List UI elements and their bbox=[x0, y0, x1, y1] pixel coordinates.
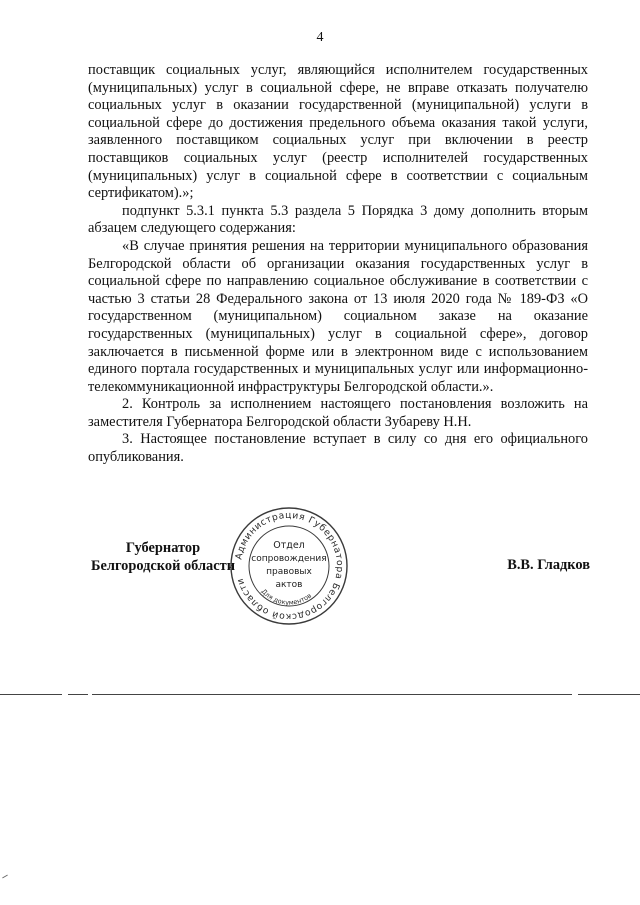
paragraph-control-clause: 2. Контроль за исполнением настоящего постановления возложить на заместителя Губернатора Белгородской области Зубареву Н.Н. bbox=[88, 396, 588, 430]
signatory-name: В.В. Гладков bbox=[507, 557, 590, 573]
footer-rule-left bbox=[0, 694, 62, 695]
stamp-center-line3: правовых bbox=[266, 567, 312, 577]
footer-rule-short bbox=[68, 694, 88, 695]
scan-mark bbox=[2, 875, 8, 879]
stamp-bottom-text: Для документов bbox=[259, 587, 314, 607]
stamp-center-line1: Отдел bbox=[273, 540, 305, 551]
paragraph-amendment: подпункт 5.3.1 пункта 5.3 раздела 5 Порядка 3 дому дополнить вторым абзацем следующего содержания: bbox=[88, 202, 588, 237]
footer-rule-right bbox=[578, 694, 640, 695]
stamp-ring-text: Администрация Губернатора Белгородской области bbox=[233, 509, 346, 623]
footer-rule-main bbox=[92, 694, 572, 695]
paragraph-quoted-text: «В случае принятия решения на территории муниципального образования Белгородской области об организации оказания государственных услуг в социальной сфере по направлению социальное обслуживание в соответствии с частью 3 статьи 28 Федерального закона от 13 июля 2020 года № 189-ФЗ «О государственном (муниципальном) социальном заказе на оказание государственных (муниципальных) услуг в социальной сфере», договор заключается в письменной форме или в электронном виде с использованием единого портала государственных и муниципальных услуг или информационно-телекоммуникационной инфраструктуры Белгородской области.». bbox=[88, 237, 588, 395]
page-number: 4 bbox=[316, 30, 324, 45]
signatory-title-line2: Белгородской области bbox=[90, 557, 236, 574]
signatory-title-line1: Губернатор bbox=[125, 540, 201, 556]
stamp-center-line2: сопровождения bbox=[251, 554, 327, 564]
svg-text:Для документов bbox=[260, 587, 314, 606]
official-stamp-icon bbox=[228, 505, 350, 627]
paragraph-continuation: поставщик социальных услуг, являющийся исполнителем государственных (муниципальных) услуг в социальной сфере, не вправе отказать получателю социальных услуг в оказании государственной (муниципальной) услуги в социальной сфере до достижения предельного объема оказания такой услуги, заявленного поставщиком социальных услуг при включении в реестр поставщиков социальных услуг (реестр исполнителей государственных (муниципальных) услуг в социальной сфере в соответствии с социальным сертификатом).»; bbox=[88, 62, 588, 202]
stamp-center-line4: актов bbox=[275, 580, 303, 590]
paragraph-effective-date: 3. Настоящее постановление вступает в силу со дня его официального опубликования. bbox=[88, 431, 588, 466]
document-body bbox=[88, 62, 588, 467]
signatory-title bbox=[88, 540, 238, 575]
